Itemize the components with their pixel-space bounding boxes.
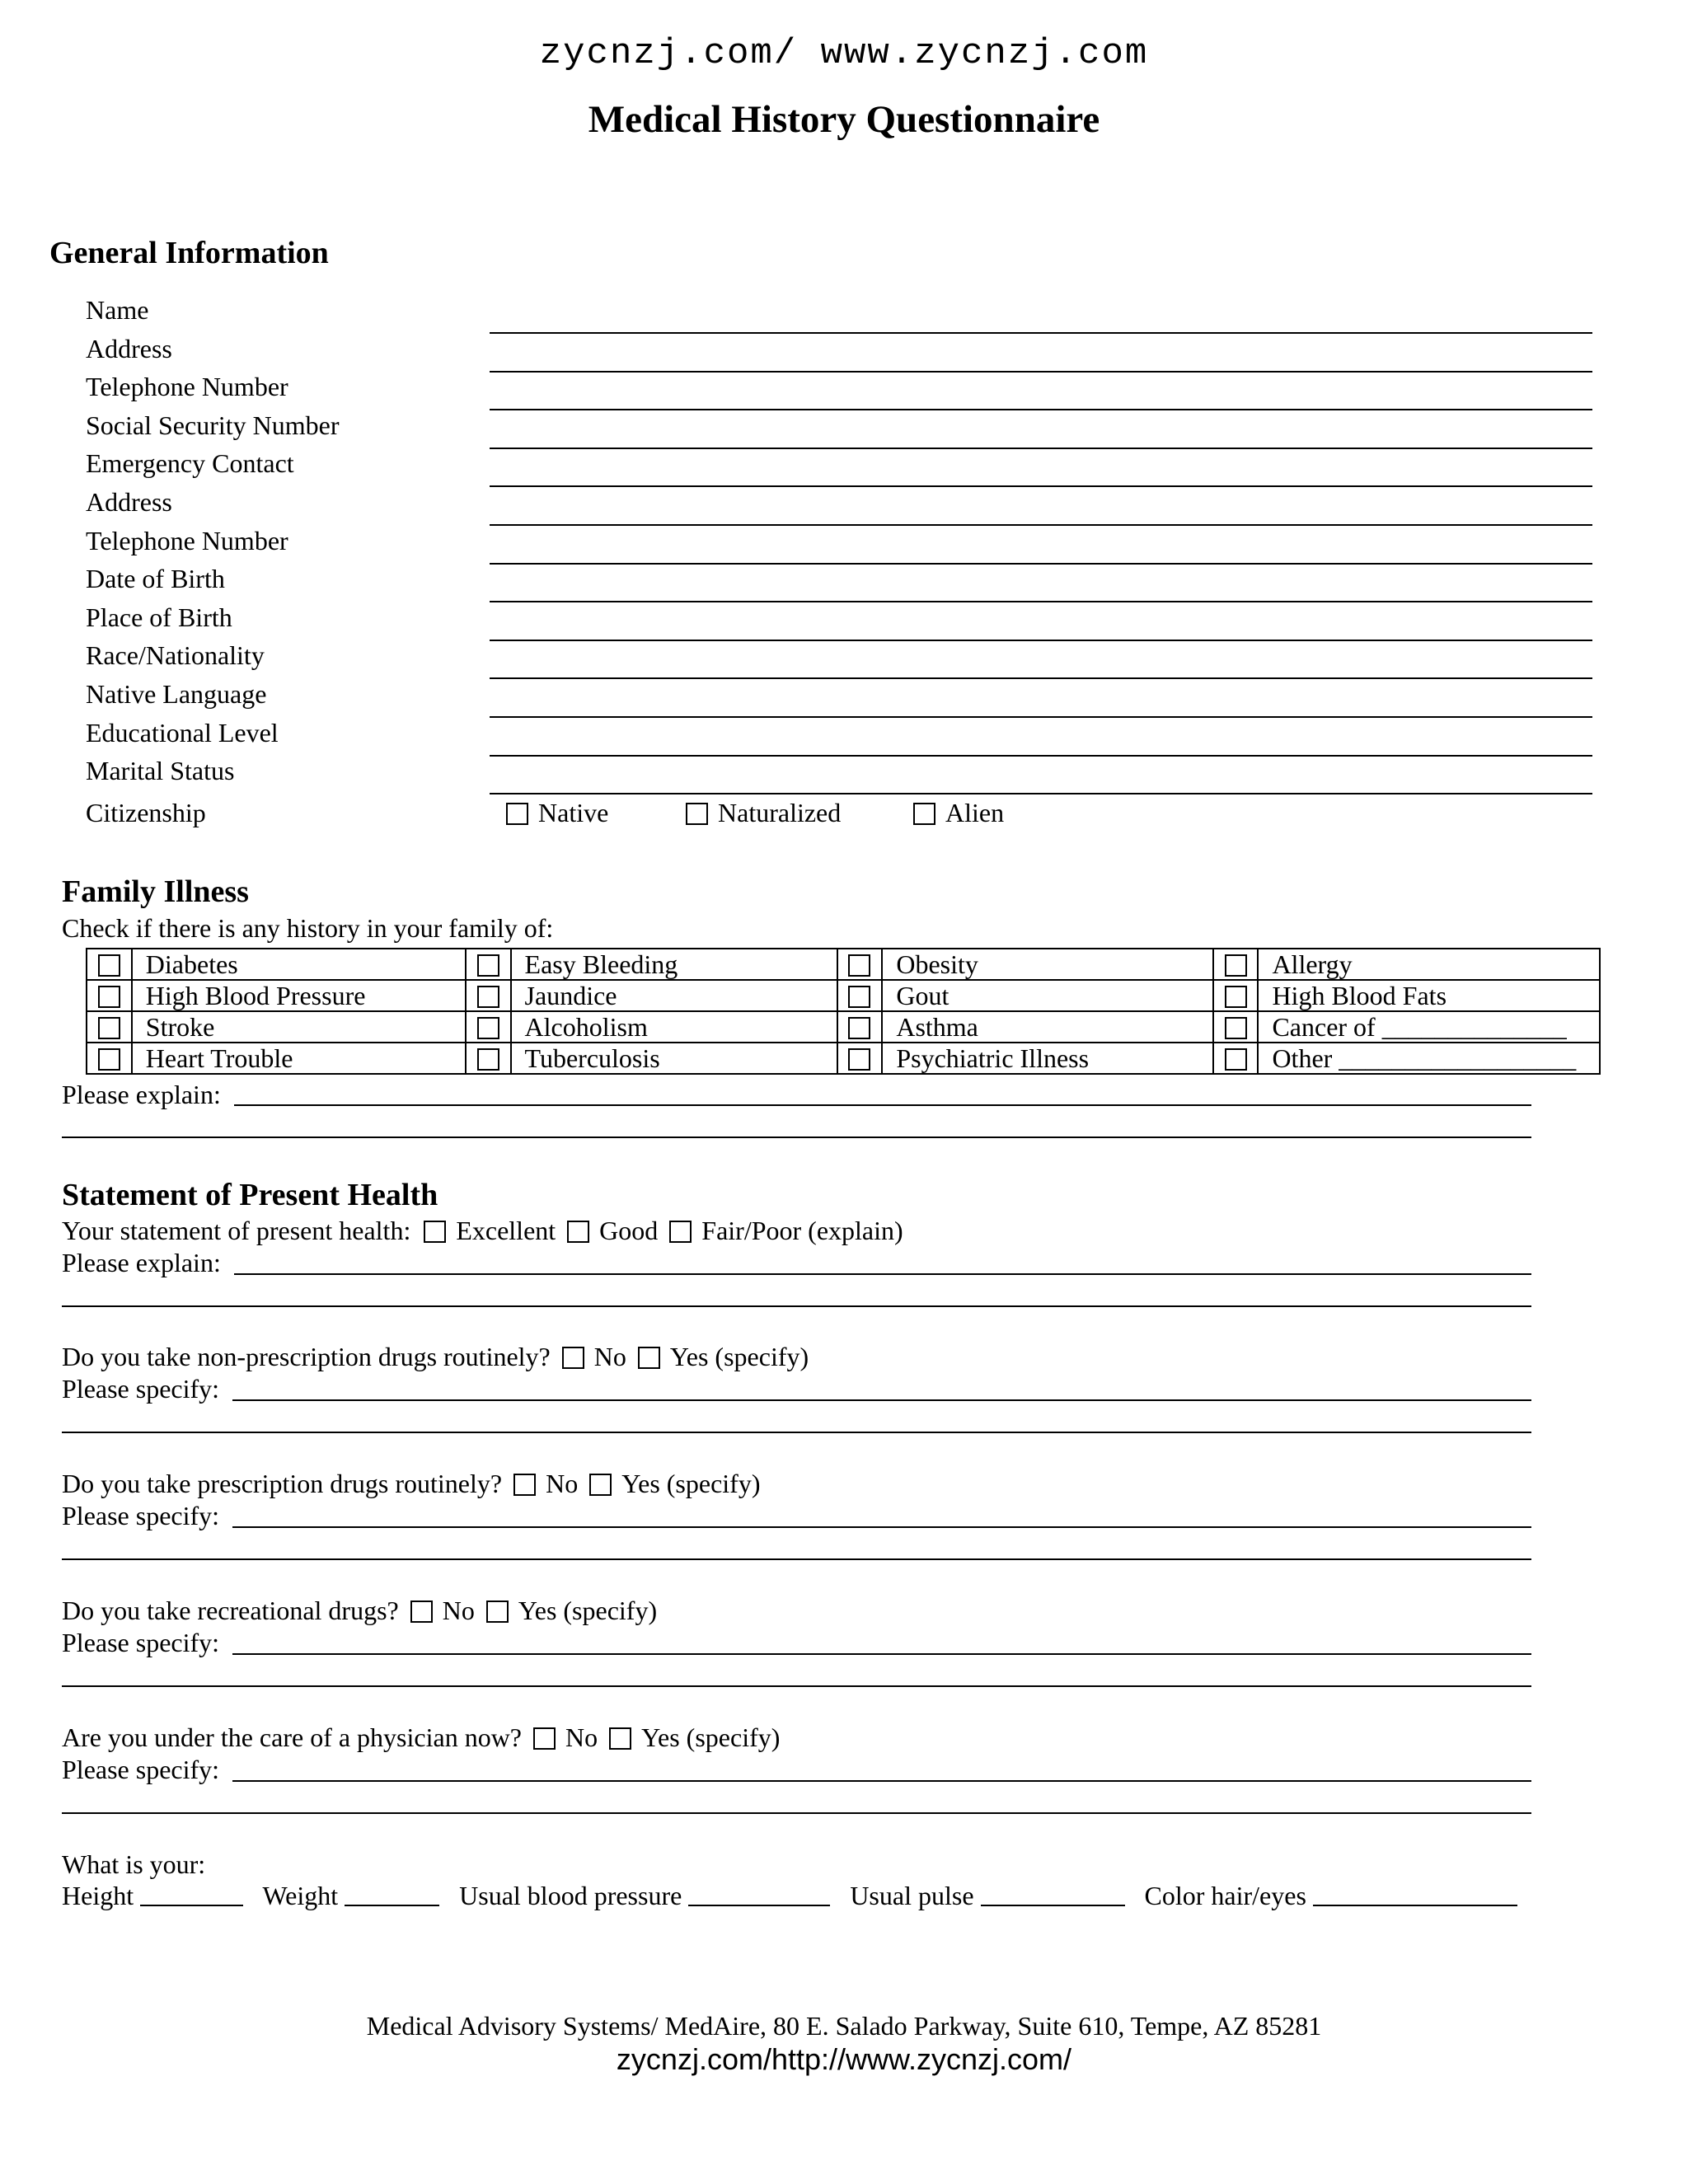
page-title: Medical History Questionnaire <box>588 98 1100 141</box>
family-illness-label: High Blood Pressure <box>132 980 466 1011</box>
present-health-explain-label: Please explain: <box>62 1248 221 1277</box>
family-illness-checkbox[interactable] <box>848 986 870 1008</box>
footer-address: Medical Advisory Systems/ MedAire, 80 E. Salado Parkway, Suite 610, Tempe, AZ 85281 <box>366 2011 1322 2041</box>
family-illness-checkbox[interactable] <box>98 1048 120 1071</box>
family-illness-checkbox[interactable] <box>848 1048 870 1071</box>
general-field-line[interactable] <box>490 640 1592 641</box>
family-illness-checkbox-cell[interactable] <box>1213 1011 1259 1043</box>
family-illness-row <box>87 1043 1600 1074</box>
family-heading: Family Illness <box>62 874 249 909</box>
general-field-label: Telephone Number <box>86 525 288 555</box>
general-field-line[interactable] <box>490 371 1592 373</box>
family-illness-checkbox[interactable] <box>848 954 870 977</box>
family-illness-checkbox-cell[interactable] <box>837 980 883 1011</box>
family-illness-label: Heart Trouble <box>132 1043 466 1074</box>
general-field-label: Address <box>86 487 172 517</box>
family-illness-checkbox-cell[interactable] <box>466 1011 511 1043</box>
yes-checkbox[interactable] <box>486 1601 509 1623</box>
family-illness-checkbox-cell[interactable] <box>837 1043 883 1074</box>
blood-pressure-field[interactable] <box>688 1883 830 1906</box>
family-illness-checkbox-cell[interactable] <box>87 1043 132 1074</box>
family-illness-checkbox[interactable] <box>1225 1048 1247 1071</box>
family-illness-checkbox[interactable] <box>848 1017 870 1039</box>
vitals-intro: What is your: <box>62 1849 206 1879</box>
general-field-line[interactable] <box>490 524 1592 526</box>
family-illness-label: Stroke <box>132 1011 466 1043</box>
family-illness-checkbox-cell[interactable] <box>837 1011 883 1043</box>
general-field-label: Address <box>86 333 172 363</box>
family-illness-checkbox-cell[interactable] <box>87 980 132 1011</box>
native-checkbox[interactable] <box>506 803 528 825</box>
general-field-line[interactable] <box>490 563 1592 565</box>
family-illness-label: Easy Bleeding <box>511 949 837 980</box>
family-illness-checkbox[interactable] <box>98 1017 120 1039</box>
question-1: Do you take non-prescription drugs routinely? No Yes (specify) <box>62 1342 809 1371</box>
family-illness-checkbox-cell[interactable] <box>87 1011 132 1043</box>
family-illness-checkbox-cell[interactable] <box>837 949 883 980</box>
specify-label: Please specify: <box>62 1755 220 1784</box>
general-field-label: Name <box>86 295 149 325</box>
family-illness-label: Asthma <box>882 1011 1212 1043</box>
family-instruction: Check if there is any history in your family of: <box>62 913 554 943</box>
present-health-explain-line-2[interactable] <box>62 1305 1531 1307</box>
height-field[interactable] <box>140 1883 243 1906</box>
family-illness-checkbox[interactable] <box>98 954 120 977</box>
general-field-label: Place of Birth <box>86 602 232 632</box>
no-checkbox[interactable] <box>410 1601 433 1623</box>
family-illness-table <box>86 948 1601 1075</box>
family-illness-checkbox[interactable] <box>477 1048 499 1071</box>
family-illness-label: Other __________________ <box>1258 1043 1600 1074</box>
specify-line-2[interactable] <box>62 1685 1531 1687</box>
no-checkbox[interactable] <box>533 1727 556 1750</box>
general-field-line[interactable] <box>490 601 1592 602</box>
general-field-label: Educational Level <box>86 717 279 748</box>
family-explain-label: Please explain: <box>62 1080 221 1109</box>
specify-line-1[interactable] <box>232 1526 1531 1528</box>
family-illness-checkbox-cell[interactable] <box>466 1043 511 1074</box>
general-field-label: Marital Status <box>86 756 235 786</box>
family-illness-label: Diabetes <box>132 949 466 980</box>
family-illness-row <box>87 949 1600 980</box>
naturalized-checkbox[interactable] <box>686 803 708 825</box>
specify-line-1[interactable] <box>232 1399 1531 1401</box>
specify-line-2[interactable] <box>62 1432 1531 1433</box>
citizenship-label: Citizenship <box>86 798 206 827</box>
specify-line-2[interactable] <box>62 1812 1531 1814</box>
family-illness-label: Tuberculosis <box>511 1043 837 1074</box>
general-field-line[interactable] <box>490 409 1592 410</box>
excellent-checkbox[interactable] <box>424 1221 446 1243</box>
general-field-label: Emergency Contact <box>86 448 294 479</box>
family-illness-checkbox[interactable] <box>477 954 499 977</box>
specify-label: Please specify: <box>62 1374 220 1404</box>
header-watermark: zycnzj.com/ www.zycnzj.com <box>539 33 1149 74</box>
general-field-line[interactable] <box>490 716 1592 718</box>
specify-label: Please specify: <box>62 1501 220 1530</box>
family-illness-checkbox-cell[interactable] <box>1213 1043 1259 1074</box>
general-field-line[interactable] <box>490 755 1592 757</box>
family-illness-label: Alcoholism <box>511 1011 837 1043</box>
pulse-field[interactable] <box>981 1883 1125 1906</box>
question-4: Are you under the care of a physician now? No Yes (specify) <box>62 1722 781 1752</box>
no-checkbox[interactable] <box>513 1474 536 1496</box>
general-field-line[interactable] <box>490 793 1592 794</box>
alien-checkbox[interactable] <box>913 803 935 825</box>
general-field-label: Telephone Number <box>86 372 288 402</box>
family-illness-checkbox[interactable] <box>477 986 499 1008</box>
yes-checkbox[interactable] <box>638 1347 660 1369</box>
fair-poor-checkbox[interactable] <box>669 1221 692 1243</box>
question-3: Do you take recreational drugs? No Yes (specify) <box>62 1596 658 1625</box>
general-field-label: Native Language <box>86 679 267 709</box>
family-illness-checkbox-cell[interactable] <box>1213 949 1259 980</box>
citizenship-option-native[interactable]: Native <box>506 798 608 827</box>
no-checkbox[interactable] <box>562 1347 584 1369</box>
general-field-line[interactable] <box>490 332 1592 334</box>
present-health-explain-line-1[interactable] <box>234 1273 1531 1275</box>
family-illness-checkbox[interactable] <box>477 1017 499 1039</box>
family-illness-row <box>87 980 1600 1011</box>
family-illness-row <box>87 1011 1600 1043</box>
vitals-row: Height Weight Usual blood pressure Usual pulse Color hair/eyes <box>62 1881 1517 1910</box>
citizenship-option-alien[interactable]: Alien <box>913 798 1004 827</box>
family-illness-checkbox[interactable] <box>1225 1017 1247 1039</box>
specify-line-2[interactable] <box>62 1558 1531 1560</box>
family-illness-checkbox[interactable] <box>1225 954 1247 977</box>
general-field-line[interactable] <box>490 485 1592 487</box>
family-illness-checkbox-cell[interactable] <box>87 949 132 980</box>
footer-watermark: zycnzj.com/http://www.zycnzj.com/ <box>616 2042 1072 2076</box>
family-explain-line-1[interactable] <box>234 1104 1531 1106</box>
question-2: Do you take prescription drugs routinely? No Yes (specify) <box>62 1469 761 1498</box>
family-illness-checkbox[interactable] <box>1225 986 1247 1008</box>
present-health-heading: Statement of Present Health <box>62 1178 438 1212</box>
specify-line-1[interactable] <box>232 1780 1531 1782</box>
good-checkbox[interactable] <box>567 1221 589 1243</box>
family-illness-label: Psychiatric Illness <box>882 1043 1212 1074</box>
family-illness-label: High Blood Fats <box>1258 980 1600 1011</box>
present-health-question: Your statement of present health: Excellent Good Fair/Poor (explain) <box>62 1216 903 1245</box>
citizenship-option-naturalized[interactable]: Naturalized <box>686 798 841 827</box>
family-illness-label: Allergy <box>1258 949 1600 980</box>
family-illness-checkbox-cell[interactable] <box>466 980 511 1011</box>
general-field-label: Social Security Number <box>86 410 340 440</box>
yes-checkbox[interactable] <box>609 1727 631 1750</box>
family-illness-checkbox-cell[interactable] <box>1213 980 1259 1011</box>
specify-label: Please specify: <box>62 1628 220 1657</box>
general-field-label: Date of Birth <box>86 564 225 594</box>
general-field-line[interactable] <box>490 677 1592 679</box>
family-illness-label: Obesity <box>882 949 1212 980</box>
family-illness-checkbox-cell[interactable] <box>466 949 511 980</box>
hair-eyes-field[interactable] <box>1313 1883 1517 1906</box>
weight-field[interactable] <box>345 1883 439 1906</box>
family-illness-checkbox[interactable] <box>98 986 120 1008</box>
family-illness-label: Gout <box>882 980 1212 1011</box>
general-field-line[interactable] <box>490 448 1592 449</box>
specify-line-1[interactable] <box>232 1653 1531 1655</box>
general-heading: General Information <box>49 236 329 270</box>
family-explain-line-2[interactable] <box>62 1137 1531 1138</box>
family-illness-label: Cancer of ______________ <box>1258 1011 1600 1043</box>
general-field-label: Race/Nationality <box>86 640 265 671</box>
family-illness-label: Jaundice <box>511 980 837 1011</box>
yes-checkbox[interactable] <box>589 1474 612 1496</box>
